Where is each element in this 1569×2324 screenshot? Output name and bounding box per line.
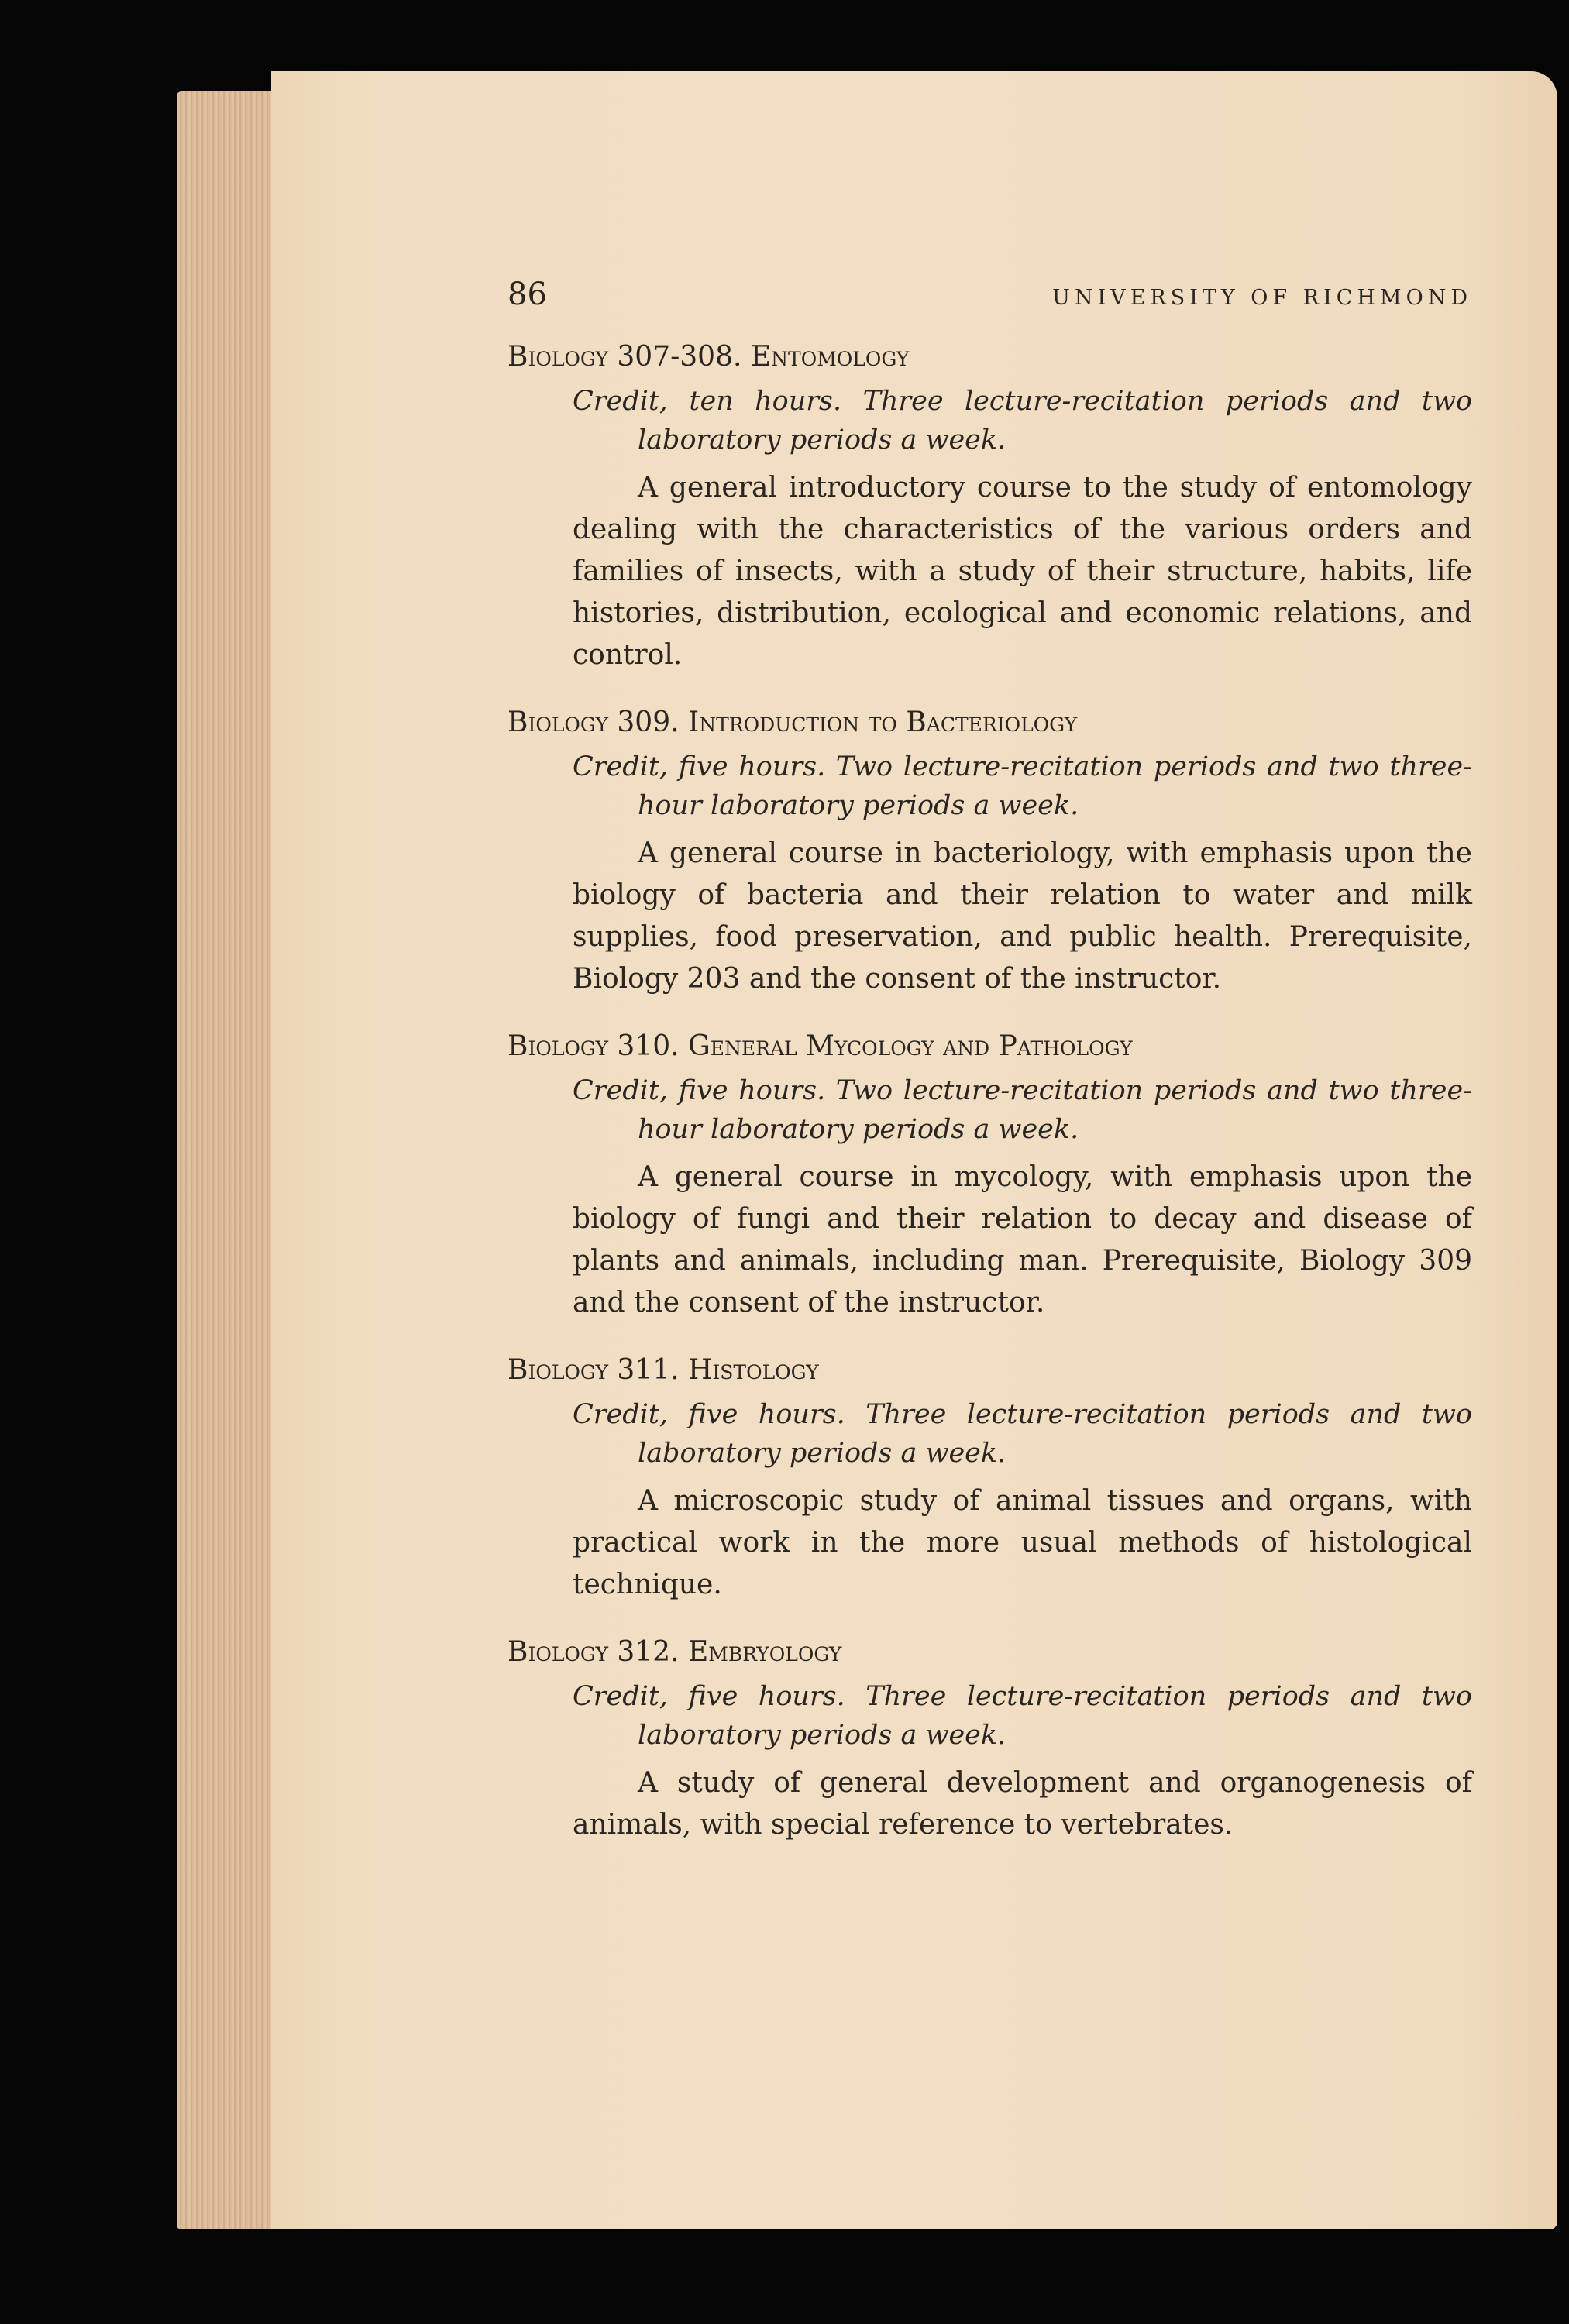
course-credit: Credit, five hours. Three lecture-recitation periods and two laboratory periods a week. (573, 1681, 1472, 1751)
course-title: Biology 311. Histology (508, 1354, 819, 1386)
course-credit: Credit, five hours. Two lecture-recitation periods and two three-hour laboratory periods a week. (573, 751, 1472, 821)
course-title: Biology 310. General Mycology and Pathology (508, 1030, 1133, 1062)
course-credit: Credit, ten hours. Three lecture-recitation periods and two laboratory periods a week. (573, 386, 1472, 456)
course-entry (508, 704, 1472, 1000)
page-edges (177, 91, 277, 2229)
course-description: A study of general development and organogenesis of animals, with special reference to vertebrates. (573, 1767, 1472, 1841)
page-content (508, 267, 1472, 1846)
page-number: 86 (508, 277, 547, 312)
course-title: Biology 312. Embryology (508, 1636, 842, 1668)
course-description: A general course in mycology, with emphasis upon the biology of fungi and their relation to decay and disease of plants and animals, including man. Prerequisite, Biology 309 and the consent of the instructor. (573, 1161, 1472, 1318)
course-entry (508, 1634, 1472, 1846)
course-description: A general introductory course to the study of entomology dealing with the characteristics of the various orders and families of insects, with a study of their structure, habits, life histories, distribution, ecological and economic relations, and control. (573, 472, 1472, 671)
course-entry (508, 1028, 1472, 1324)
course-description: A microscopic study of animal tissues and organs, with practical work in the more usual methods of histological technique. (573, 1485, 1472, 1600)
course-entry (508, 339, 1472, 676)
course-title: Biology 309. Introduction to Bacteriology (508, 706, 1078, 738)
course-credit: Credit, five hours. Two lecture-recitation periods and two three-hour laboratory periods a week. (573, 1075, 1472, 1145)
course-title: Biology 307-308. Entomology (508, 341, 910, 373)
running-title: UNIVERSITY OF RICHMOND (1052, 286, 1472, 310)
course-entry (508, 1352, 1472, 1606)
running-head (508, 267, 1472, 321)
course-description: A general course in bacteriology, with emphasis upon the biology of bacteria and their relation to water and milk supplies, food preservation, and public health. Prerequisite, Biology 203 and the consent of the instructor. (573, 837, 1472, 995)
course-credit: Credit, five hours. Three lecture-recitation periods and two laboratory periods a week. (573, 1399, 1472, 1469)
